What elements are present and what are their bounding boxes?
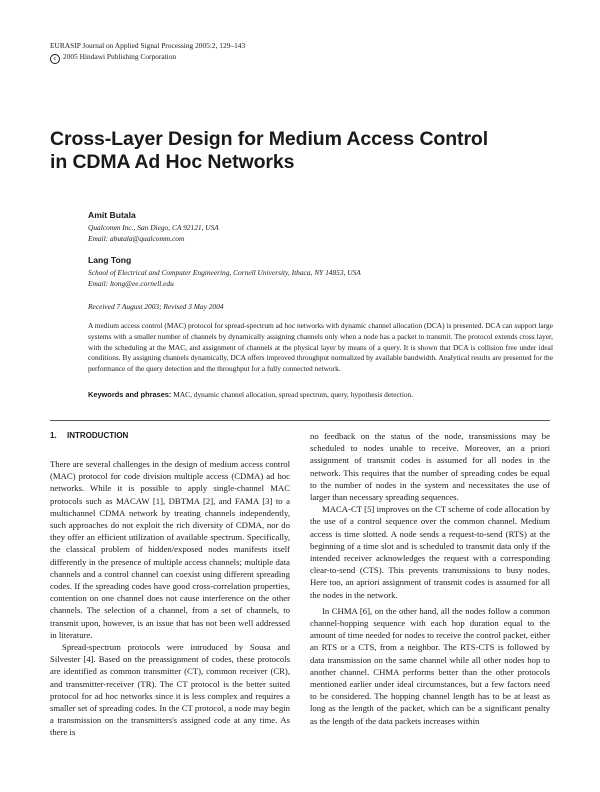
- copyright-icon: c: [50, 54, 60, 64]
- author-block-2: [88, 255, 558, 265]
- paper-title: [50, 128, 550, 174]
- running-head: [50, 40, 245, 64]
- author-affiliation: School of Electrical and Computer Engineering, Cornell University, Ithaca, NY 14853, USA: [88, 268, 361, 277]
- received-line: Received 7 August 2003; Revised 3 May 2004: [88, 302, 224, 311]
- right-column: [310, 430, 550, 727]
- section-number: 1.: [50, 431, 57, 440]
- copyright-line: [50, 51, 245, 64]
- copyright-text: 2005 Hindawi Publishing Corporation: [63, 52, 177, 61]
- author-name: Amit Butala: [88, 210, 136, 220]
- author-email: Email: ltong@ee.cornell.edu: [88, 279, 174, 288]
- author-email: Email: abutala@qualcomm.com: [88, 234, 185, 243]
- section-heading: [50, 430, 290, 442]
- received-dates: [88, 302, 558, 311]
- keywords: [88, 390, 553, 401]
- section-title: INTRODUCTION: [67, 431, 129, 440]
- section-divider: [50, 420, 550, 421]
- journal-citation: EURASIP Journal on Applied Signal Processing 2005:2, 129–143: [50, 41, 246, 50]
- paragraph: MACA-CT [5] improves on the CT scheme of code allocation by the use of a control sequence over the common channel. Medium access is time slotted. A node sends a request-to-send (RTS) at the beginning of a time slot and is scheduled to transmit data only if the intended receiver acknowledges the request with a corresponding clear-to-send (CTS). This prevents transmissions to busy nodes. Here too, an apriori assignment of transmit codes is assumed for all the nodes in the network.: [310, 504, 550, 600]
- author-block-1: [88, 210, 558, 220]
- paragraph: In CHMA [6], on the other hand, all the nodes follow a common channel-hopping sequence with each hop duration equal to the amount of time needed for nodes to receive the control packet, either an RTS or a CTS, from a neighbor. The RTS-CTS is followed by data transmission on the same channel while all other nodes hop to another channel. CHMA performs better than the other protocols mentioned earlier under ideal circumstances, but a few factors need to be considered. The hopping channel length has to be at least as long as the length of the packet, which can be a significant penalty as the length of the data packets increases within: [310, 605, 550, 726]
- title-line-2: in CDMA Ad Hoc Networks: [50, 151, 295, 173]
- paragraph: There are several challenges in the design of medium access control (MAC) protocol for code division multiple access (CDMA) ad hoc networks. While it is possible to apply single-channel MAC protocols such as MACAW [1], DBTMA [2], and FAMA [3] to a multichannel CDMA network by treating channels independently, such approaches do not exploit the rich diversity of CDMA, nor do they offer an efficient utilization of available spectrum. Specifically, the classical problem of hidden/exposed nodes manifests itself differently in the presence of multiple access channels; multiple data channels and a control channel can coexist using different spreading codes. If the spreading codes have good cross-correlation properties, contention on one channel does not cause interference on the other channels. The selection of a channel, from a set of channels, to transmit upon, however, is an issue that has not been well addressed in literature.: [50, 459, 290, 640]
- keywords-label: Keywords and phrases:: [88, 390, 172, 399]
- author-name: Lang Tong: [88, 255, 132, 265]
- abstract: A medium access control (MAC) protocol for spread-spectrum ad hoc networks with dynamic channel allocation (DCA) is presented. DCA can support large systems with a smaller number of channels by dynamically assigning channels only when a node has a packet to transmit. The protocol extends cross layer, with the scheduling at the MAC, and assignment of channels at the physical layer by means of a query. It is shown that DCA is collision free under ideal conditions. By assigning channels dynamically, DCA offers improved throughput normalized by available bandwidth. Analytical results are presented for the performance of the query detection and the throughput for a fully connected network.: [88, 321, 553, 374]
- keywords-text: MAC, dynamic channel allocation, spread spectrum, query, hypothesis detection.: [173, 390, 414, 399]
- paragraph: Spread-spectrum protocols were introduced by Sousa and Silvester [4]. Based on the preassignment of codes, these protocols are identified as common transmitter (CT), common receiver (CR), and transmitter-receiver (TR). The CT protocol is the better suited protocol for ad hoc networks since it is less complex and requires a smaller set of spreading codes. In the CT protocol, a node may begin a transmission on the transmitters's assigned code at any time. As there is: [50, 642, 290, 738]
- author-affiliation: Qualcomm Inc., San Diego, CA 92121, USA: [88, 223, 219, 232]
- paragraph: no feedback on the status of the node, transmissions may be scheduled to nodes unable to receive. Moreover, an a priori assignment of transmit codes is assumed for all nodes in the network. This requires that the number of spreading codes be equal to the number of nodes in the system and necessitates the use of larger than necessary spreading sequences.: [310, 431, 550, 503]
- left-column: [50, 430, 290, 739]
- author-affiliation-block-1: [88, 222, 558, 244]
- title-line-1: Cross-Layer Design for Medium Access Control: [50, 128, 489, 150]
- author-affiliation-block-2: [88, 267, 558, 289]
